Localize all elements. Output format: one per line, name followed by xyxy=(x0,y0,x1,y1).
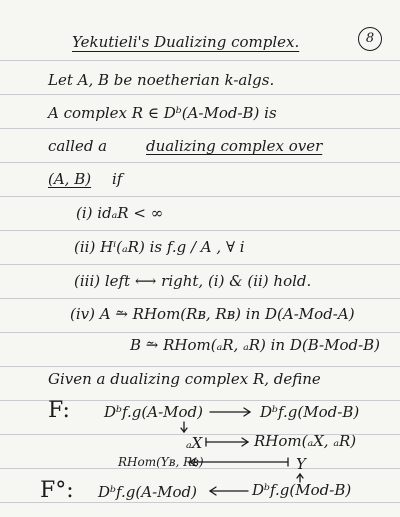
functor-target: Dᵇf.g(Mod-B) xyxy=(260,403,360,421)
arrow-head xyxy=(242,438,248,446)
functor-label-F: F: xyxy=(48,398,70,423)
page-title: Yekutieli's Dualizing complex. xyxy=(72,33,300,51)
text-line: called a xyxy=(48,137,108,155)
condition-iv-b: B ⥲ RHom(ₐR, ₐR) in D(B-Mod-B) xyxy=(130,336,381,354)
element-source: RHom(Yʙ, Rʙ) xyxy=(118,455,204,469)
element-source: ₐX xyxy=(186,434,203,452)
ruled-line xyxy=(0,264,400,265)
condition-i: (i) idₐR < ∞ xyxy=(76,204,164,222)
ruled-line xyxy=(0,230,400,231)
element-target: Y xyxy=(296,455,306,473)
element-target: RHom(ₐX, ₐR) xyxy=(254,432,357,450)
condition-iii: (iii) left ⟷ right, (i) & (ii) hold. xyxy=(74,272,312,290)
dualizing-complex-term: dualizing complex over xyxy=(146,137,323,155)
ruled-line xyxy=(0,366,400,367)
text-line: Let A, B be noetherian k-algs. xyxy=(48,71,275,89)
functor-source: Dᵇf.g(A-Mod) xyxy=(98,483,198,501)
arrow-head xyxy=(181,428,187,432)
text-line: Given a dualizing complex R, define xyxy=(48,370,321,388)
condition-iv-a: (iv) A ⥲ RHom(Rʙ, Rʙ) in D(A-Mod-A) xyxy=(70,305,355,323)
page-number: 8 xyxy=(358,27,382,51)
functor-target: Dᵇf.g(Mod-B) xyxy=(252,481,352,499)
ruled-line xyxy=(0,94,400,95)
ruled-line xyxy=(0,128,400,129)
pair-term: (A, B) xyxy=(48,170,92,188)
ruled-line xyxy=(0,162,400,163)
ruled-line xyxy=(0,196,400,197)
ruled-line xyxy=(0,332,400,333)
arrow-head xyxy=(297,474,303,478)
ruled-line xyxy=(0,298,400,299)
arrow-head xyxy=(244,408,250,416)
functor-label-F-circ: F°: xyxy=(40,478,74,503)
functor-source: Dᵇf.g(A-Mod) xyxy=(104,403,204,421)
ruled-line xyxy=(0,60,400,61)
text-line: if xyxy=(112,170,123,188)
text-line: A complex R ∈ Dᵇ(A-Mod-B) is xyxy=(48,104,277,122)
arrow-head xyxy=(210,487,216,495)
condition-ii: (ii) Hⁱ(ₐR) is f.g / A , ∀ i xyxy=(74,238,245,256)
